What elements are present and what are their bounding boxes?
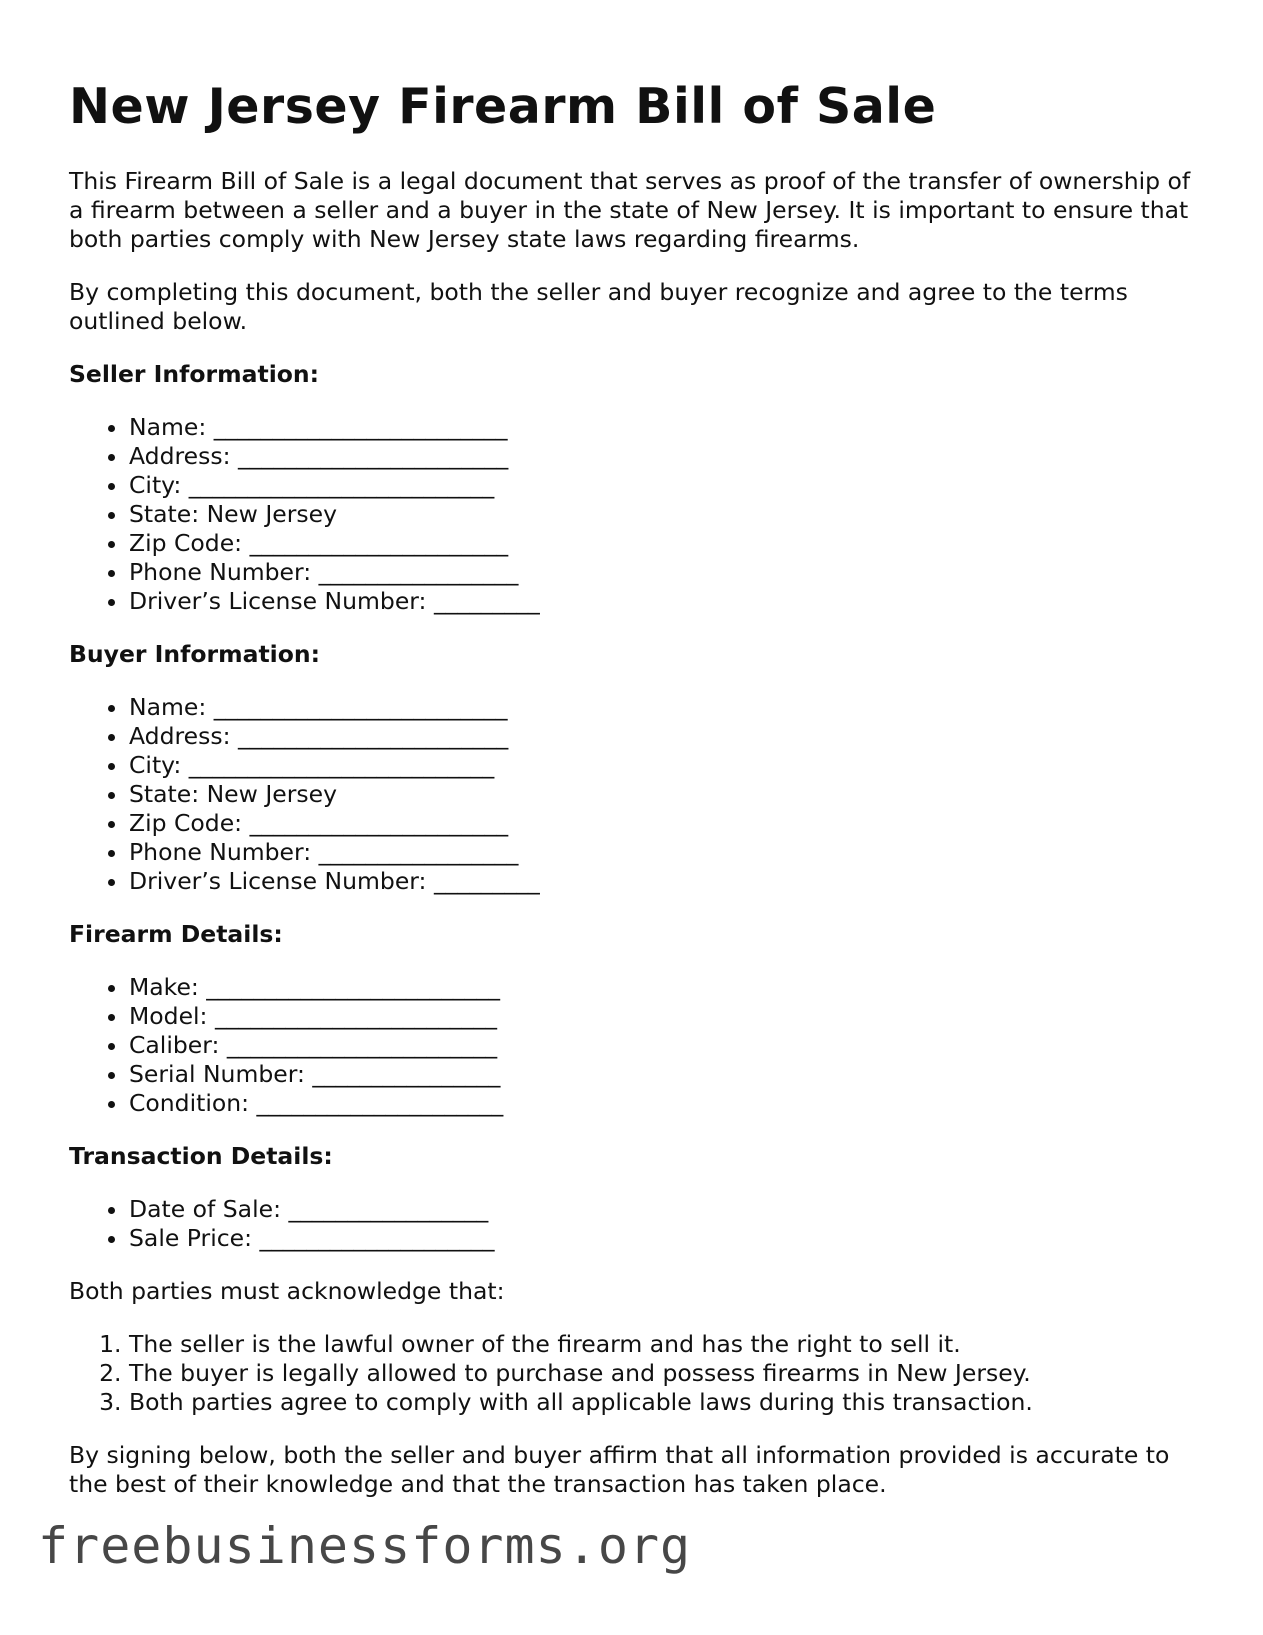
buyer-phone-field[interactable]: • Phone Number: _________________	[129, 838, 1199, 867]
seller-phone-field[interactable]: • Phone Number: _________________	[129, 558, 1199, 587]
buyer-name-field[interactable]: • Name: _________________________	[129, 693, 1199, 722]
firearm-details-list	[69, 973, 1199, 1118]
agreement-paragraph: By completing this document, both the seller and buyer recognize and agree to the terms outlined below.	[69, 277, 1128, 335]
firearm-serial-field[interactable]: • Serial Number: ________________	[129, 1060, 1199, 1089]
sale-date-field[interactable]: • Date of Sale: _________________	[129, 1195, 1199, 1224]
firearm-make-field[interactable]: • Make: _________________________	[129, 973, 1199, 1002]
seller-city-field[interactable]: • City: __________________________	[129, 471, 1199, 500]
acknowledge-list	[69, 1330, 1199, 1417]
transaction-details-list	[69, 1195, 1199, 1253]
buyer-heading: Buyer Information:	[69, 639, 321, 668]
intro-paragraph: This Firearm Bill of Sale is a legal document that serves as proof of the transfer of ownership of a firearm between a seller and a buyer in the state of New Jersey. It is important to ensure that both parties comply with New Jersey state laws regarding firearms.	[69, 166, 1191, 253]
buyer-info-list	[69, 693, 1199, 896]
acknowledge-item: 1. The seller is the lawful owner of the firearm and has the right to sell it.	[129, 1330, 1199, 1359]
seller-address-field[interactable]: • Address: _______________________	[129, 442, 1199, 471]
buyer-address-field[interactable]: • Address: _______________________	[129, 722, 1199, 751]
firearm-heading: Firearm Details:	[69, 919, 283, 948]
firearm-condition-field[interactable]: • Condition: _____________________	[129, 1089, 1199, 1118]
buyer-state-field: • State: New Jersey	[129, 780, 1199, 809]
acknowledge-item: 2. The buyer is legally allowed to purchase and possess firearms in New Jersey.	[129, 1359, 1199, 1388]
seller-heading: Seller Information:	[69, 359, 320, 388]
acknowledge-intro: Both parties must acknowledge that:	[69, 1276, 505, 1305]
seller-license-field[interactable]: • Driver’s License Number: _________	[129, 587, 1199, 616]
document-page	[69, 78, 1199, 1523]
affirm-paragraph: By signing below, both the seller and buyer affirm that all information provided is accurate to the best of their knowledge and that the transaction has taken place.	[69, 1440, 1170, 1498]
seller-info-list	[69, 413, 1199, 616]
acknowledge-item: 3. Both parties agree to comply with all applicable laws during this transaction.	[129, 1388, 1199, 1417]
seller-zip-field[interactable]: • Zip Code: ______________________	[129, 529, 1199, 558]
firearm-caliber-field[interactable]: • Caliber: _______________________	[129, 1031, 1199, 1060]
buyer-zip-field[interactable]: • Zip Code: ______________________	[129, 809, 1199, 838]
page-title: New Jersey Firearm Bill of Sale	[69, 78, 937, 135]
buyer-license-field[interactable]: • Driver’s License Number: _________	[129, 867, 1199, 896]
seller-state-field: • State: New Jersey	[129, 500, 1199, 529]
transaction-heading: Transaction Details:	[69, 1141, 333, 1170]
sale-price-field[interactable]: • Sale Price: ____________________	[129, 1224, 1199, 1253]
firearm-model-field[interactable]: • Model: ________________________	[129, 1002, 1199, 1031]
seller-name-field[interactable]: • Name: _________________________	[129, 413, 1199, 442]
buyer-city-field[interactable]: • City: __________________________	[129, 751, 1199, 780]
watermark: freebusinessforms.org	[38, 1517, 692, 1575]
